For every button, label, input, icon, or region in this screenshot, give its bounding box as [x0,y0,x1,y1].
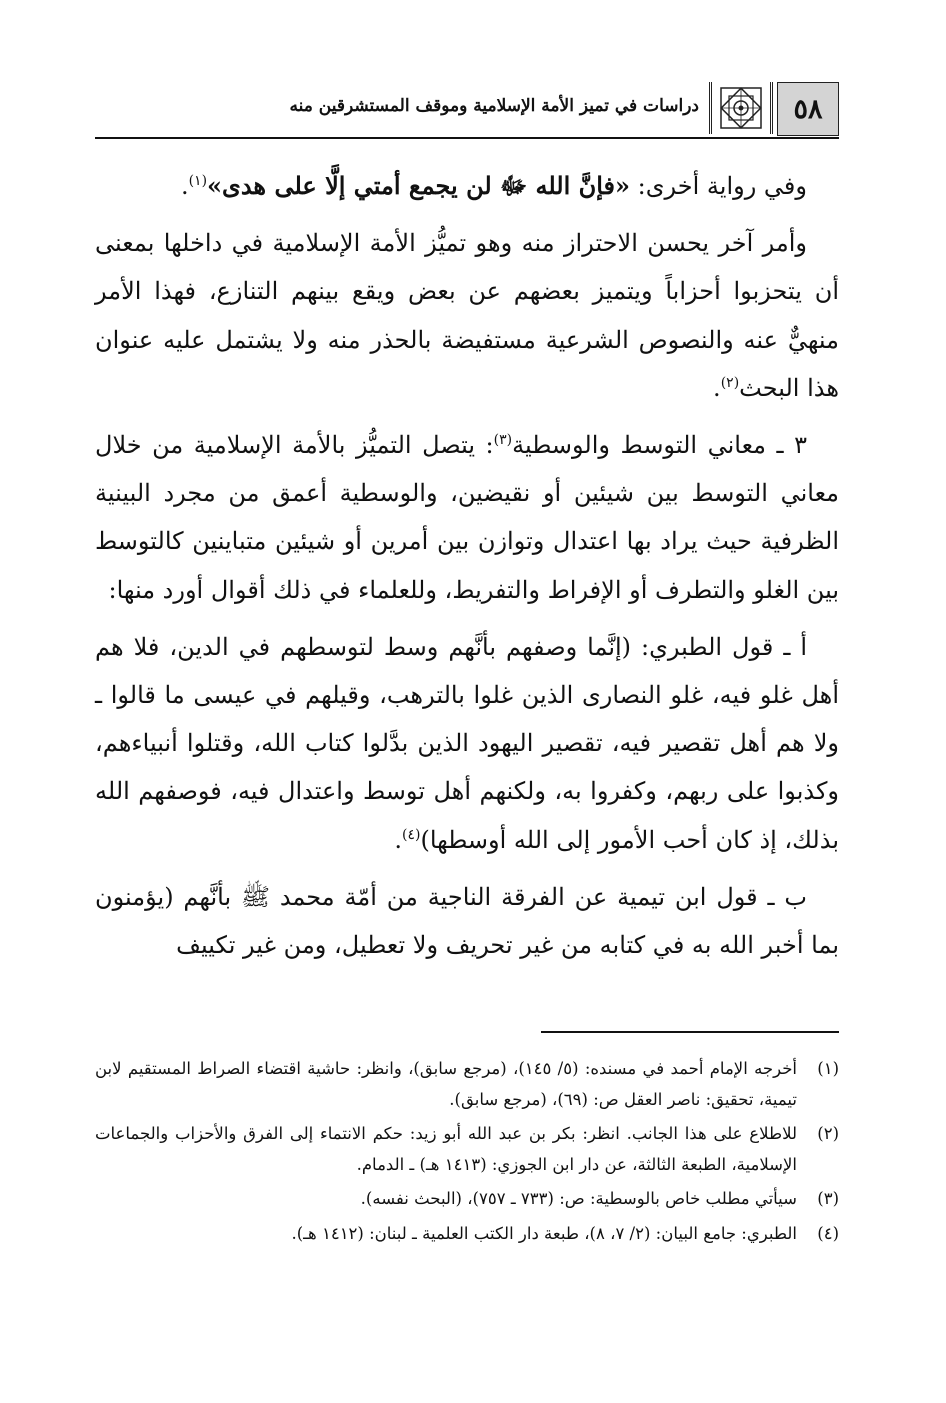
hadith-quote: «فإنَّ الله ﷻ لن يجمع أمتي إلَّا على هدى» [207,171,631,200]
page-number-text: ٥٨ [793,93,823,125]
footnote [95,1219,839,1250]
footnote-ref-2: (٢) [720,374,740,391]
ornament-svg [718,85,764,131]
p5-text: ب ـ قول ابن تيمية عن الفرقة الناجية من أمّة محمد ﷺ بأنَّهم (يؤمنون بما أخبر الله به في كتابه من غير تحريف ولا تعطيل، ومن غير تكييف [95,882,839,960]
footnotes [95,1054,839,1249]
footnote-text: الطبري: جامع البيان: (٢/ ٧، ٨)، طبعة دار الكتب العلمية ـ لبنان: (١٤١٢ هـ). [291,1223,797,1243]
footnote-ref-1: (١) [188,173,208,189]
footnote-text: أخرجه الإمام أحمد في مسنده: (٥/ ١٤٥)، (مرجع سابق)، وانظر: حاشية اقتضاء الصراط المستقيم لابن تيمية، تحقيق: ناصر العقل ص: (٦٩)، (مرجع سابق). [95,1059,798,1109]
arabesque-ornament-icon [709,82,773,134]
footnote-number: (٣) [817,1189,839,1208]
footnote [95,1119,839,1180]
paragraph-4 [95,623,839,864]
footnote-number: (١) [817,1059,839,1078]
p2-text: وأمر آخر يحسن الاحتراز منه وهو تميُّز الأمة الإسلامية في داخلها بمعنى أن يتحزبوا أحزاباً ويتميز بعضهم عن بعض ويقع بينهم التنازع، فهذا الأمر منهيٌّ عنه والنصوص الشرعية مستفيضة بالحذر منه ولا يشتمل عليه عنوان هذا البحث [95,229,839,402]
page-number [777,82,839,136]
footnote-text: للاطلاع على هذا الجانب. انظر: بكر بن عبد الله أبو زيد: حكم الانتماء إلى الفرق والأحزاب والجماعات الإسلامية، الطبعة الثالثة، عن دار ابن الجوزي: (١٤١٣ هـ) ـ الدمام. [95,1124,797,1174]
footnote-ref-3: (٣) [493,432,513,449]
footnote-number: (٤) [817,1223,839,1243]
footnote-separator [541,1031,839,1033]
p4-text: أ ـ قول الطبري: (إنَّما وصفهم بأنَّهم وسط لتوسطهم في الدين، فلا هم أهل غلو فيه، غلو النصارى الذين غلوا بالترهب، وقيلهم في عيسى ما قالوا ـ ولا هم أهل تقصير فيه، تقصير اليهود الذين بدَّلوا كتاب الله، وقتلوا أنبياءهم، وكذبوا على ربهم، وكفروا به، ولكنهم أهل توسط واعتدال فيه، فوصفهم الله بذلك، إذ كان أحب الأمور إلى الله أوسطها) [95,632,839,854]
paragraph-1 [95,162,839,210]
footnote-text: سيأتي مطلب خاص بالوسطية: ص: (٧٣٣ ـ ٧٥٧)، (البحث نفسه). [360,1189,797,1208]
page-header [95,78,839,140]
paragraph-5 [95,873,839,969]
section-heading-3: ٣ ـ معاني التوسط والوسطية [512,431,807,460]
footnote [95,1184,839,1215]
p1-end: . [180,172,189,200]
paragraph-3 [95,421,839,614]
p1-lead: وفي رواية أخرى: [630,172,807,200]
p2-end: . [713,373,721,402]
p3-text: : يتصل التميُّز بالأمة الإسلامية من خلال معاني التوسط بين شيئين أو نقيضين، والوسطية أعمق من مجرد البينية الظرفية حيث يراد بها اعتدال وتوازن بين أمرين أو شيئين متباينين كالتوسط بين الغلو والتطرف أو الإفراط والتفريط، وللعلماء في ذلك أقوال أورد منها: [95,431,839,604]
main-text [95,162,839,969]
footnote-number: (٢) [817,1124,839,1143]
p4-end: . [394,825,402,854]
paragraph-2 [95,219,839,412]
running-title: دراسات في تميز الأمة الإسلامية وموقف المستشرقين منه [289,96,699,116]
footnote-ref-4: (٤) [402,826,421,843]
header-divider [95,137,839,139]
footnote [95,1054,839,1115]
